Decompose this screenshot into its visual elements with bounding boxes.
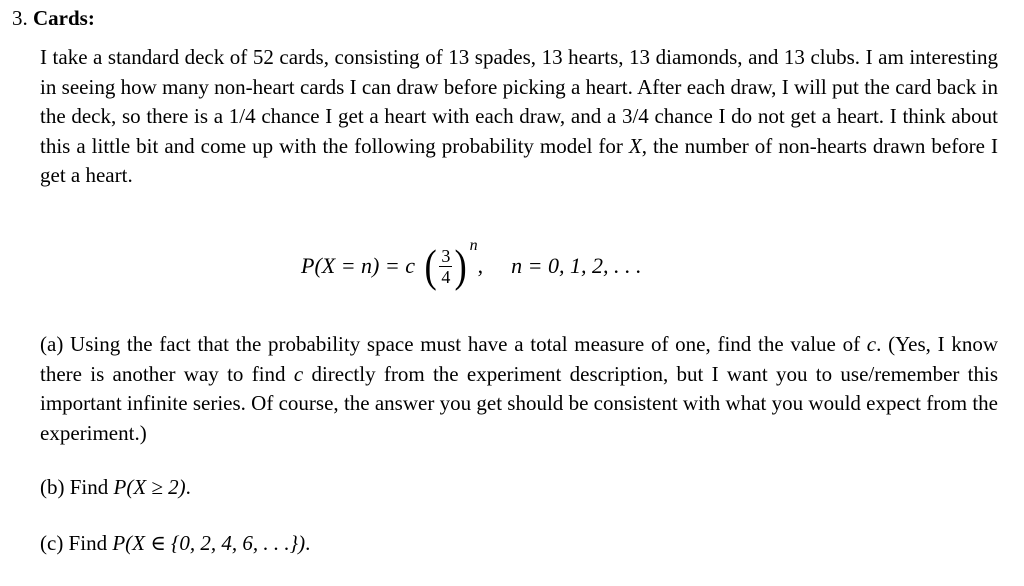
formula-exponent: n	[469, 237, 478, 254]
formula-fraction	[439, 246, 452, 287]
problem-heading	[12, 4, 95, 32]
part-c-question	[40, 529, 310, 559]
part-a-variable-c-2: c	[293, 361, 304, 386]
intro-text-2: , the number of non-hearts drawn before I get a heart.	[40, 133, 998, 187]
part-b-label: (b) Find	[40, 475, 114, 499]
formula-right-paren: )	[454, 240, 468, 291]
fraction-numerator: 3	[441, 245, 451, 266]
problem-number: 3.	[12, 6, 28, 30]
part-b-expression: P(X ≥ 2)	[113, 475, 186, 499]
part-a-question	[40, 330, 998, 448]
part-a-variable-c: c	[866, 332, 877, 356]
problem-title: Cards:	[33, 6, 95, 30]
intro-paragraph	[40, 43, 998, 191]
part-a-text-2: . (Yes, I know there is another way to find	[40, 332, 998, 386]
part-b-question	[40, 473, 191, 503]
formula-range: n = 0, 1, 2, . . .	[511, 253, 642, 278]
formula-lhs: P(X = n) = c	[301, 253, 415, 278]
formula-comma: ,	[477, 253, 484, 278]
part-b-end: .	[185, 475, 191, 499]
intro-variable-x: X	[628, 133, 642, 158]
part-c-end: .	[305, 531, 311, 555]
part-a-text-3: directly from the experiment description, but I want you to use/remember this important infinite series. Of course, the answer you get should be consistent with what you would expect from the experiment.)	[40, 361, 999, 445]
part-c-expression: P(X ∈ {0, 2, 4, 6, . . .})	[112, 531, 306, 555]
intro-text-1: I take a standard deck of 52 cards, consisting of 13 spades, 13 hearts, 13 diamonds, and 13 clubs. I am interesting in seeing how many non-heart cards I can draw before picking a heart. After each draw, I will put the card back in the deck, so there is a 1/4 chance I get a heart with each draw, and a 3/4 chance I do not get a heart. I think about this a little bit and come up with the following probability model for	[40, 45, 998, 158]
fraction-denominator: 4	[441, 266, 451, 287]
formula-left-paren: (	[424, 240, 437, 291]
part-c-label: (c) Find	[40, 531, 113, 555]
part-a-text-1: (a) Using the fact that the probability space must have a total measure of one, find the value of	[40, 332, 867, 356]
probability-formula	[301, 228, 642, 304]
